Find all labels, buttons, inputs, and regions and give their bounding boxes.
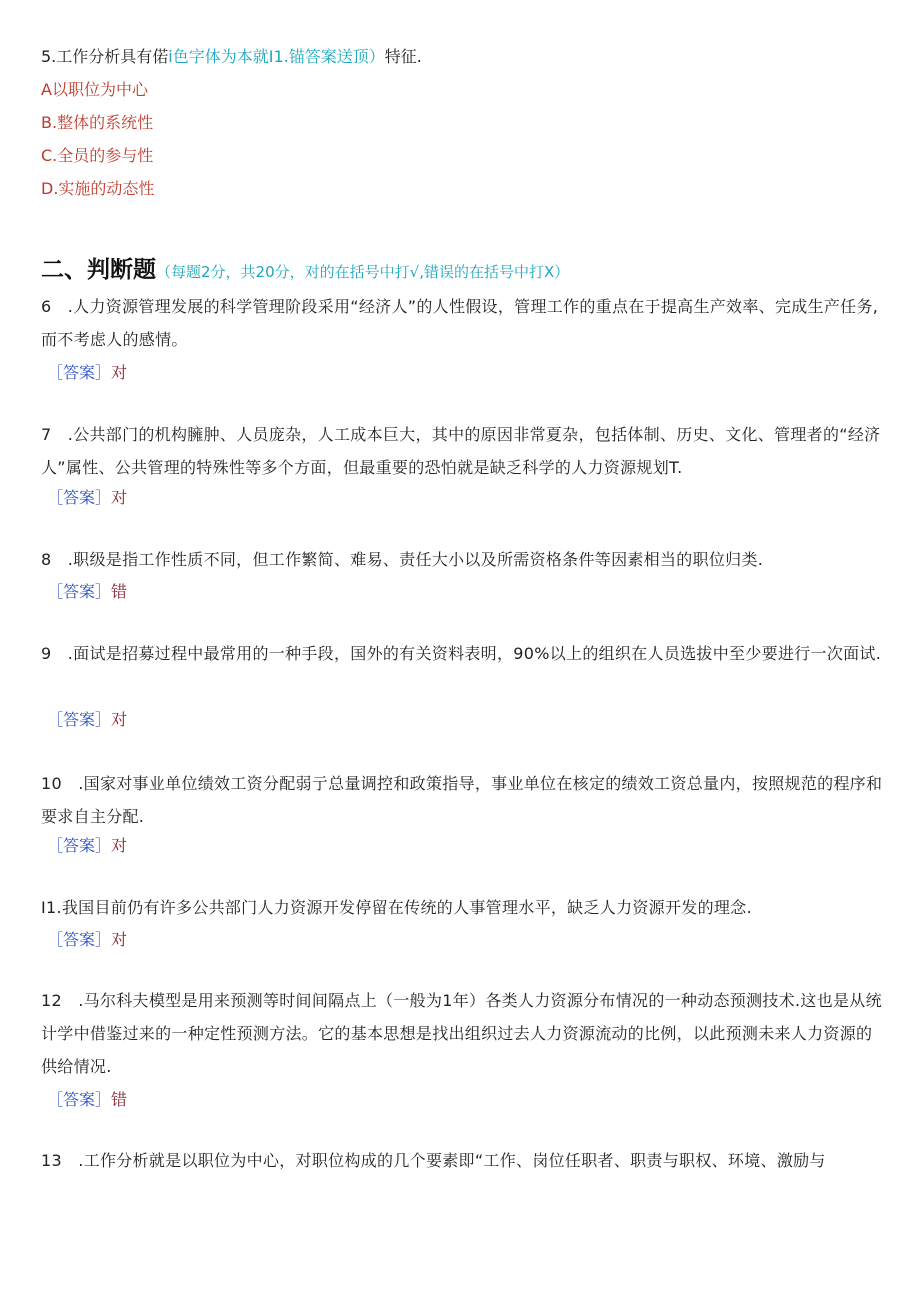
- question-8: 8 .职级是指工作性质不同，但工作繁简、难易、责任大小以及所需资格条件等因素相当的职位归类.: [41, 550, 764, 569]
- answer-value: 对: [111, 363, 128, 382]
- section-note: （每题2分，共20分，对的在括号中打√,错误的在括号中打X）: [156, 263, 570, 281]
- answer-label: ［答案］: [47, 363, 112, 382]
- question-5-suffix: 特征.: [384, 47, 422, 66]
- answer-label: ［答案］: [47, 488, 112, 507]
- question-10: 10 .国家对事业单位绩效工资分配弱亍总量调控和政策指导，事业单位在核定的绩效工资总量内，按照规范的程序和要求自主分配.: [41, 774, 883, 826]
- question-12: 12 .马尔科夫模型是用来预测等时间间隔点上（一般为1年）各类人力资源分布情况的一种动态预测技术.这也是从统计学中借鉴过来的一种定性预测方法。它的基本思想是找出组织过去人力资源流动的比例，以此预测未来人力资源的供给情况.: [41, 991, 882, 1076]
- option-d: D.实施的动态性: [41, 179, 155, 198]
- answer-value: 对: [111, 836, 128, 855]
- option-c: C.全员的参与性: [41, 146, 154, 165]
- section-title: 二、判断题: [41, 257, 156, 283]
- question-11: I1.我国目前仍有许多公共部门人力资源开发停留在传统的人事管理水平，缺乏人力资源开发的理念.: [41, 898, 752, 917]
- question-7: 7 .公共部门的机构臃肿、人员庞杂，人工成本巨大，其中的原因非常夏杂，包括体制、历史、文化、管理者的“经济人”属性、公共管理的特殊性等多个方面，但最重要的恐怕就是缺乏科学的人力资源规划T.: [41, 425, 881, 477]
- answer-8: [47, 579, 127, 605]
- option-b: B.整体的系统性: [41, 113, 154, 132]
- question-13: 13 .工作分析就是以职位为中心，对职位构成的几个要素即“工作、岗位任职者、职责与职权、环境、激励与: [41, 1151, 826, 1170]
- answer-label: ［答案］: [47, 1090, 112, 1109]
- question-5-hint: i色字体为本就I1.锚答案送顶）: [168, 47, 385, 66]
- question-9: 9 .面试是招募过程中最常用的一种手段，国外的有关资料表明，90%以上的组织在人员选拔中至少要进行一次面试.: [41, 644, 882, 663]
- section-heading: [41, 252, 569, 290]
- question-6: 6 .人力资源管理发展的科学管理阶段采用“经济人”的人性假设，管理工作的重点在于提高生产效率、完成生产任务,而不考虑人的感情。: [41, 297, 879, 349]
- answer-label: ［答案］: [47, 582, 112, 601]
- question-5: [41, 44, 422, 70]
- answer-label: ［答案］: [47, 930, 112, 949]
- question-5-prefix: 5.工作分析具有偌: [41, 47, 169, 66]
- answer-label: ［答案］: [47, 836, 112, 855]
- answer-value: 对: [111, 930, 128, 949]
- answer-10: [47, 833, 127, 859]
- answer-11: [47, 927, 127, 953]
- answer-value: 对: [111, 710, 128, 729]
- answer-value: 对: [111, 488, 128, 507]
- answer-6: [47, 360, 127, 386]
- answer-7: [47, 485, 127, 511]
- option-a: A以职位为中心: [41, 80, 148, 99]
- answer-12: [47, 1087, 127, 1113]
- answer-value: 错: [111, 1090, 128, 1109]
- answer-value: 错: [111, 582, 128, 601]
- answer-9: [47, 707, 127, 733]
- answer-label: ［答案］: [47, 710, 112, 729]
